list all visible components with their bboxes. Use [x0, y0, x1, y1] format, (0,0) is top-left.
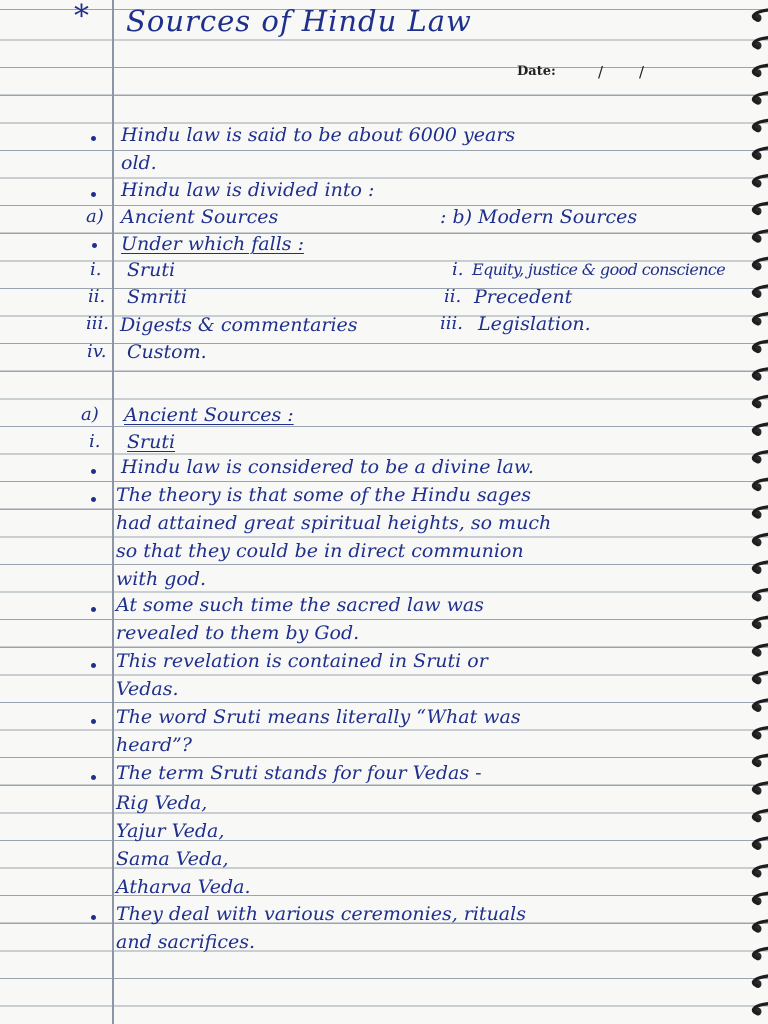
date-slash: / [639, 63, 645, 81]
note-line: Hindu law is said to be about 6000 years [121, 124, 516, 146]
note-line: Hindu law is considered to be a divine law. [121, 456, 534, 478]
list-item: Digests & commentaries [120, 314, 358, 336]
note-line: This revelation is contained in Sruti or [116, 650, 488, 672]
list-item: Custom. [127, 341, 207, 363]
note-line: At some such time the sacred law was [116, 594, 484, 616]
bullet [91, 719, 96, 724]
list-item: Smriti [127, 286, 187, 308]
list-marker: a) [81, 404, 99, 425]
list-marker: i. [452, 259, 464, 280]
bullet [91, 915, 96, 920]
section-subtitle: Sruti [127, 431, 176, 453]
note-line: Under which falls : [121, 233, 304, 255]
margin-line [112, 0, 114, 1024]
list-marker: iii. [440, 313, 463, 334]
list-marker: i. [89, 431, 101, 452]
note-line: Vedas. [116, 678, 179, 700]
note-line: had attained great spiritual heights, so much [116, 512, 552, 534]
list-marker: ii. [88, 286, 106, 307]
note-line: The theory is that some of the Hindu sages [116, 484, 532, 506]
note-line: Rig Veda, [116, 792, 208, 814]
bullet [91, 469, 96, 474]
list-marker: iii. [86, 313, 109, 334]
ancient-sources-label: Ancient Sources [121, 206, 279, 228]
heading-star: * [74, 0, 89, 34]
note-line: Yajur Veda, [116, 820, 225, 842]
bullet [91, 136, 96, 141]
list-marker: i. [90, 259, 102, 280]
page-title: Sources of Hindu Law [126, 4, 472, 38]
spiral-binding [728, 0, 768, 1024]
list-item: Equity, justice & good conscience [472, 260, 726, 279]
bullet [91, 607, 96, 612]
list-item: Precedent [474, 286, 573, 308]
section-title: Ancient Sources : [124, 404, 294, 426]
list-marker: a) [86, 206, 104, 227]
note-line: Atharva Veda. [116, 876, 251, 898]
list-marker: ii. [444, 286, 462, 307]
note-line: They deal with various ceremonies, rituals [116, 903, 526, 925]
bullet [91, 663, 96, 668]
note-line: The word Sruti means literally “What was [116, 706, 521, 728]
note-line: and sacrifices. [116, 931, 255, 953]
list-marker: iv. [87, 341, 107, 362]
note-line: heard”? [116, 734, 192, 756]
date-label: Date: [517, 64, 556, 79]
note-line: with god. [116, 568, 207, 590]
bullet [91, 192, 96, 197]
bullet [92, 243, 97, 248]
bullet [91, 775, 96, 780]
note-line: Sama Veda, [116, 848, 229, 870]
list-item: Legislation. [478, 313, 591, 335]
note-line: The term Sruti stands for four Vedas - [116, 762, 482, 784]
note-line: old. [121, 152, 157, 174]
note-line: so that they could be in direct communion [116, 540, 524, 562]
note-line: Hindu law is divided into : [121, 179, 375, 201]
date-slash: / [598, 63, 604, 81]
bullet [91, 497, 96, 502]
modern-sources-label: : b) Modern Sources [440, 206, 638, 228]
note-line: revealed to them by God. [116, 622, 360, 644]
list-item: Sruti [127, 259, 176, 281]
